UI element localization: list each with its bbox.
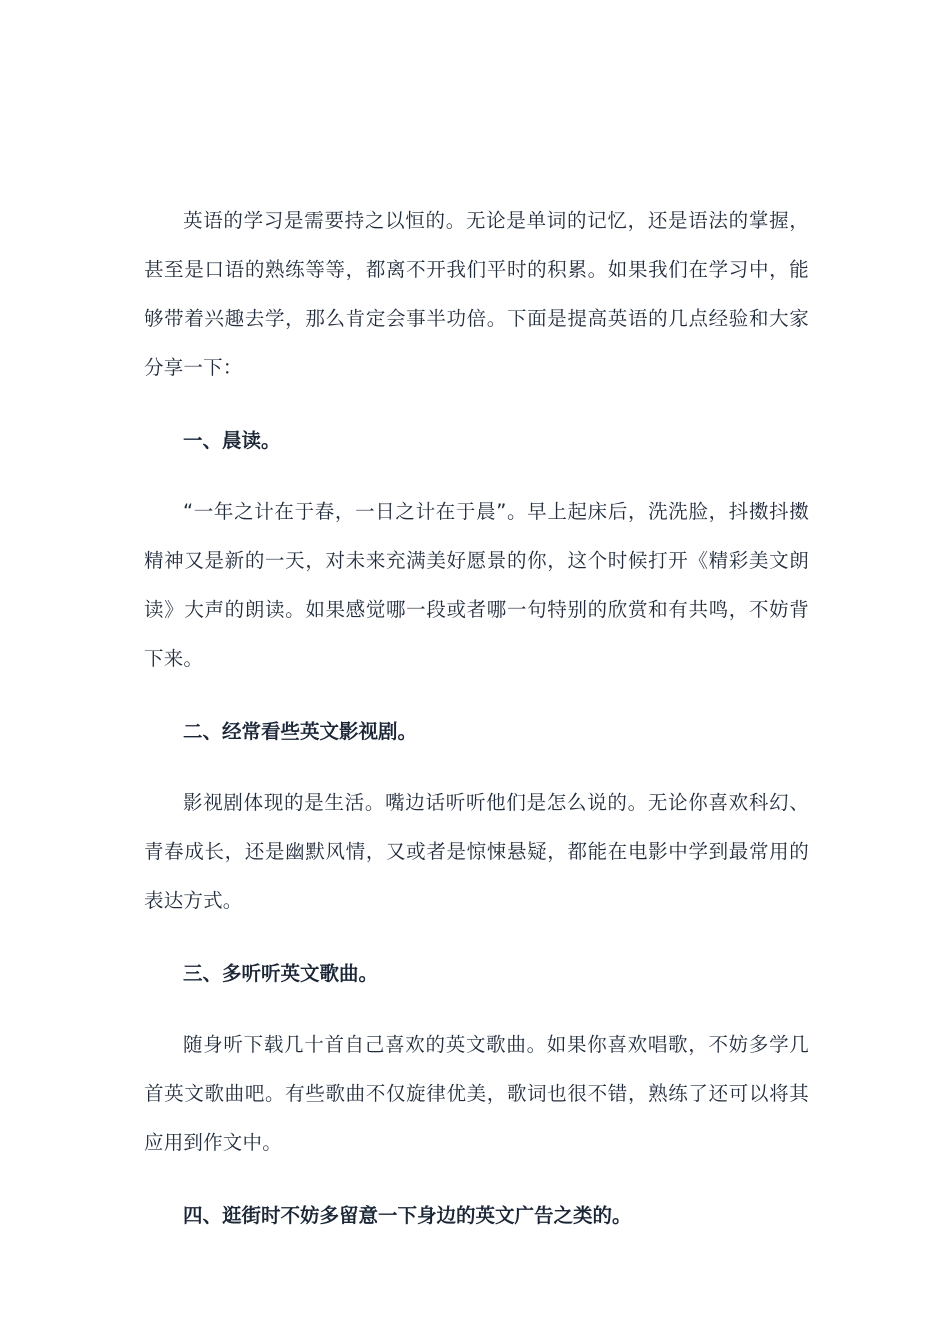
section-body-1: “一年之计在于春，一日之计在于晨”。早上起床后，洗洗脸，抖擞抖擞精神又是新的一天，对未来充满美好愿景的你，这个时候打开《精彩美文朗读》大声的朗读。如果感觉哪一段或者哪一句特别的欣赏和有共鸣，不妨背下来。 — [144, 500, 809, 670]
section-heading-1: 一、晨读。 — [183, 429, 281, 452]
section-heading-2: 二、经常看些英文影视剧。 — [183, 720, 418, 743]
section-heading-4: 四、逛街时不妨多留意一下身边的英文广告之类的。 — [183, 1204, 632, 1227]
section-body-3: 随身听下载几十首自己喜欢的英文歌曲。如果你喜欢唱歌，不妨多学几首英文歌曲吧。有些歌曲不仅旋律优美，歌词也很不错，熟练了还可以将其应用到作文中。 — [144, 1033, 809, 1154]
section-heading-3: 三、多听听英文歌曲。 — [183, 962, 379, 985]
section-body-2: 影视剧体现的是生活。嘴边话听听他们是怎么说的。无论你喜欢科幻、青春成长，还是幽默风情，又或者是惊悚悬疑，都能在电影中学到最常用的表达方式。 — [144, 791, 809, 912]
document-page — [144, 196, 809, 1240]
intro-paragraph: 英语的学习是需要持之以恒的。无论是单词的记忆，还是语法的掌握，甚至是口语的熟练等等，都离不开我们平时的积累。如果我们在学习中，能够带着兴趣去学，那么肯定会事半功倍。下面是提高英语的几点经验和大家分享一下： — [144, 209, 809, 379]
